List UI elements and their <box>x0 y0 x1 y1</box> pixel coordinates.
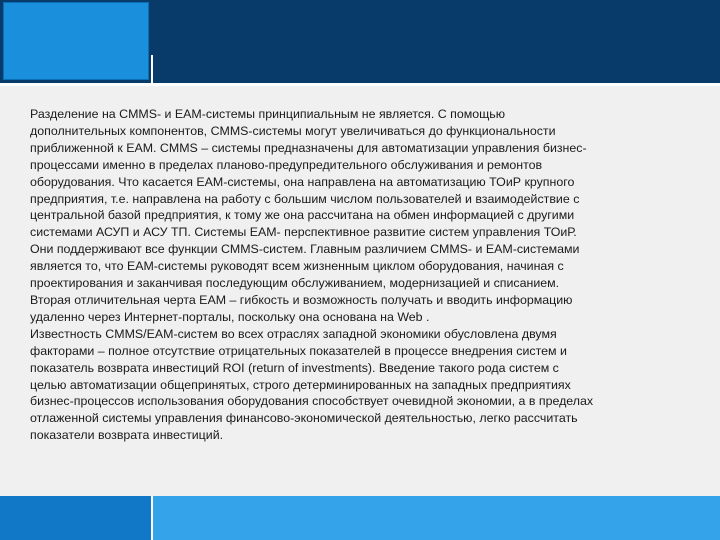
header-divider <box>151 55 153 83</box>
header-accent-square <box>3 2 149 80</box>
header-left-block <box>0 0 152 83</box>
slide-body-text: Разделение на CMMS- и EAM-системы принципиальным не является. С помощью дополнительных компонентов, CMMS-системы могут увеличиваться до функциональности приближенной к EAM. CMMS – системы предназначены для автоматизации управления бизнес- процессами именно в пределах планово-предупредительного обслуживания и ремонтов оборудования. Что касается EAM-системы, она направлена на автоматизацию ТОиР крупного предприятия, т.е. направлена на работу с большим числом пользователей и взаимодействие с центральной базой предприятия, к тому же она рассчитана на обмен информацией с другими системами АСУП и АСУ ТП. Системы EAM- перспективное развитие систем управления ТОиР. Они поддерживают все функции CMMS-систем. Главным различием CMMS- и EAM-системами является то, что EAM-системы руководят всем жизненным циклом оборудования, начиная с проектирования и заканчивая последующим обслуживанием, модернизацией и списанием. Вторая отличительная черта EAM – гибкость и возможность получать и вводить информацию удаленно через Интернет-порталы, поскольку она основана на Web . Известность CMMS/EAM-систем во всех отраслях западной экономики обусловлена двумя факторами – полное отсутствие отрицательных показателей в процессе внедрения систем и показатель возврата инвестиций ROI (return of investments). Введение такого рода систем с целью автоматизации общепринятых, строго детерминированных на западных предприятиях бизнес-процессов использования оборудования способствует очевидной экономии, а в пределах отлаженной системы управления финансово-экономической деятельностью, легко рассчитать показатели возврата инвестиций. <box>30 107 594 443</box>
footer-left-block <box>0 496 152 540</box>
header-bar <box>152 0 720 83</box>
footer-bar <box>152 496 720 540</box>
footer-divider <box>151 496 153 540</box>
